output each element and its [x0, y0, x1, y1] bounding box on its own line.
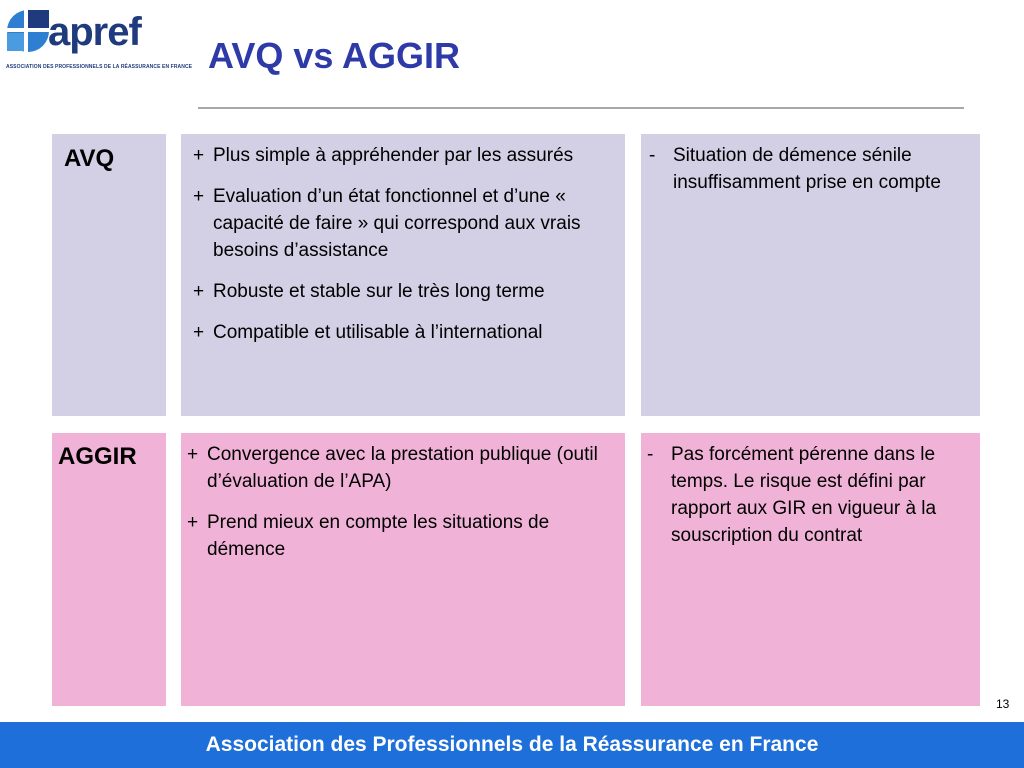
row-label-aggir [52, 433, 166, 706]
avq-advantages-list [193, 142, 623, 360]
minus-marker: - [649, 145, 656, 166]
list-item-text: Plus simple à appréhender par les assurés [213, 145, 574, 166]
list-item-text: Evaluation d’un état fonctionnel et d’une « capacité de faire » qui correspond aux vrais besoins d’assistance [213, 186, 581, 261]
row-label-text: AVQ [64, 145, 115, 172]
list-item-text: Pas forcément pérenne dans le temps. Le risque est défini par rapport aux GIR en vigueur à la souscription du contrat [671, 444, 937, 546]
list-item [193, 319, 623, 346]
footer-banner [0, 722, 1024, 768]
list-item [193, 278, 623, 305]
logo-wordmark: apref [48, 10, 141, 54]
avq-drawbacks-list [649, 142, 973, 210]
logo-tagline: ASSOCIATION DES PROFESSIONNELS DE LA RÉASSURANCE EN FRANCE [6, 64, 193, 70]
aggir-advantages [181, 433, 625, 706]
list-item-text: Prend mieux en compte les situations de démence [207, 512, 550, 560]
avq-drawbacks [641, 134, 980, 416]
row-label-avq [52, 134, 166, 416]
avq-advantages [181, 134, 625, 416]
apref-logo-icon [4, 6, 52, 56]
list-item [649, 142, 973, 196]
slide-title: AVQ vs AGGIR [208, 35, 461, 76]
title-divider [198, 107, 964, 109]
plus-marker: + [187, 444, 199, 465]
plus-marker: + [193, 281, 205, 302]
list-item [193, 183, 623, 264]
list-item [187, 509, 623, 563]
page-number: 13 [996, 697, 1010, 711]
aggir-drawbacks [641, 433, 980, 706]
list-item [193, 142, 623, 169]
aggir-advantages-list [187, 441, 623, 577]
list-item-text: Robuste et stable sur le très long terme [213, 281, 545, 302]
plus-marker: + [193, 145, 205, 166]
plus-marker: + [187, 512, 199, 533]
plus-marker: + [193, 322, 205, 343]
plus-marker: + [193, 186, 205, 207]
list-item-text: Convergence avec la prestation publique (outil d’évaluation de l’APA) [207, 444, 598, 492]
list-item [187, 441, 623, 495]
aggir-drawbacks-list [647, 441, 977, 563]
apref-logo [4, 6, 193, 72]
row-label-text: AGGIR [58, 443, 137, 470]
list-item-text: Compatible et utilisable à l’international [213, 322, 543, 343]
list-item-text: Situation de démence sénile insuffisamment prise en compte [673, 145, 941, 193]
minus-marker: - [647, 444, 654, 465]
list-item [647, 441, 977, 549]
footer-text: Association des Professionnels de la Réassurance en France [205, 733, 819, 756]
